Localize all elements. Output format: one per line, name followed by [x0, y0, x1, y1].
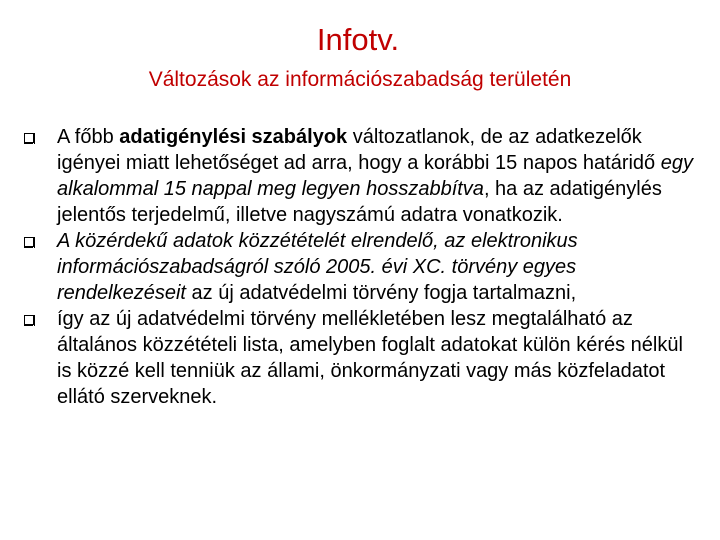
bullet-text-1 [57, 126, 693, 226]
bullet-item-2 [24, 228, 700, 306]
text-segment: A főbb [57, 126, 120, 148]
bullet-item-3 [24, 306, 700, 410]
bullet-item-1 [24, 124, 700, 228]
square-bullet-icon [24, 133, 34, 143]
text-segment: így az új adatvédelmi törvény mellékletében lesz megtalálható az általános közzétételi lista, amelyben foglalt adatokat külön kérés nélkül is közzé kell tenniük az állami, önkormányzati vagy más közfeladatot ellátó szerveknek. [57, 308, 683, 408]
text-segment: , ha az adatigénylés jelentős terjedelmű, illetve nagyszámú adatra vonatkozik. [57, 178, 662, 226]
slide-subtitle: Változások az információszabadság területén [148, 68, 572, 91]
bullet-text-3 [57, 308, 683, 408]
bullet-text-2 [57, 230, 578, 304]
text-segment: változatlanok, de az adatkezelők igényei miatt lehetőséget ad arra, hogy a korábbi 15 napos határidő [57, 126, 661, 174]
square-bullet-icon [24, 237, 34, 247]
text-segment: az új adatvédelmi törvény fogja tartalmazni, [185, 282, 577, 304]
bullet-list [24, 124, 700, 410]
italic-text-segment: egy alkalommal 15 nappal meg legyen hosszabbítva [57, 152, 693, 200]
square-bullet-icon [24, 315, 34, 325]
slide-title: Infotv. [316, 22, 400, 57]
italic-text-segment: A közérdekű adatok közzétételét elrendelő, az elektronikus információszabadságról szóló 2005. évi XC. törvény egyes rendelkezéseit [57, 230, 578, 304]
bold-text-segment: adatigénylési szabályok [119, 126, 348, 148]
